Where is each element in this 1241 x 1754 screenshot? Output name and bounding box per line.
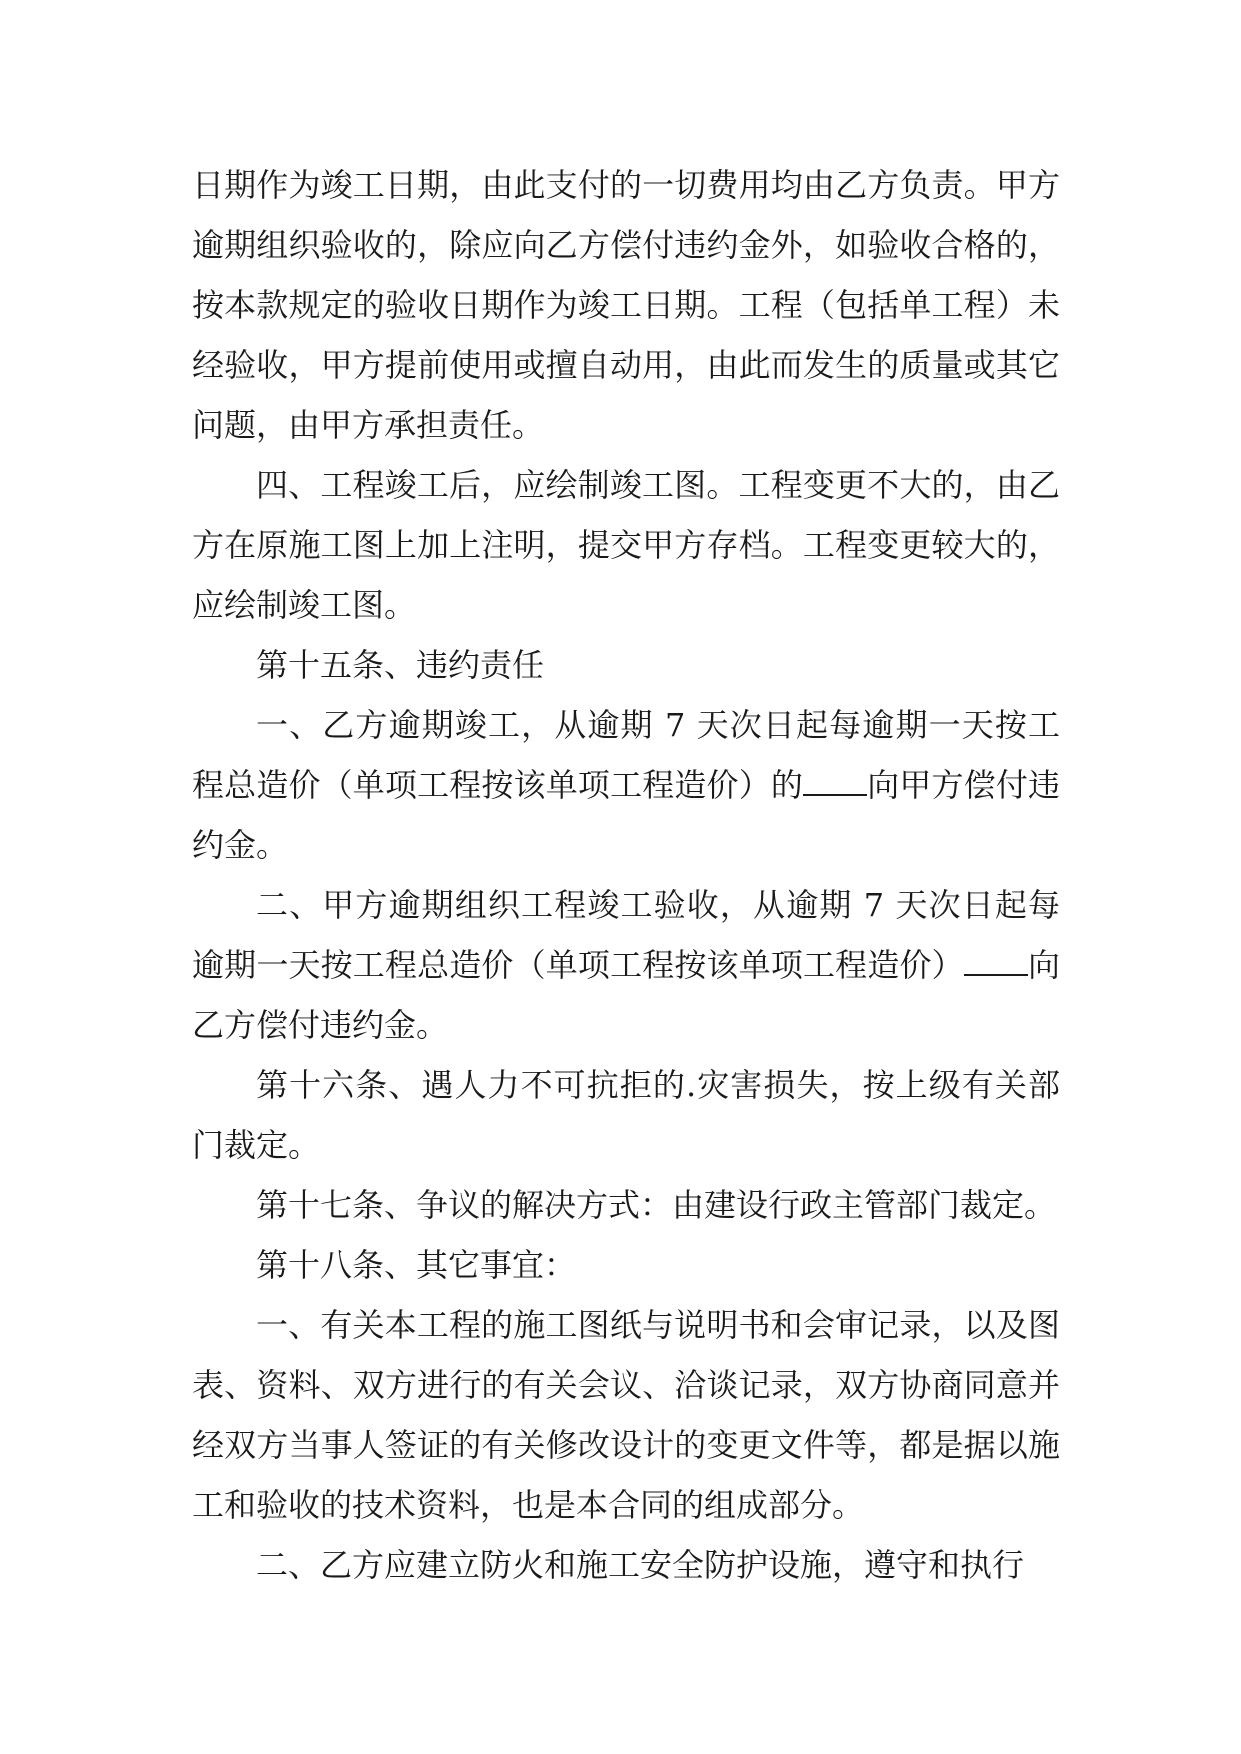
paragraph-owner-delay (192, 875, 1060, 1055)
paragraph-safety-measures: 二、乙方应建立防火和施工安全防护设施，遵守和执行 (256, 1546, 1025, 1584)
heading-article-18: 第十八条、其它事宜： (256, 1246, 577, 1284)
owner-penalty-rate-blank (964, 946, 1028, 976)
contractor-delay-text: 一、乙方逾期竣工，从逾期 7 天次日起每逾期一天按工程总造价（单项工程按该单项工程造价）的 (192, 706, 1060, 804)
paragraph-technical-documents: 一、有关本工程的施工图纸与说明书和会审记录，以及图表、资料、双方进行的有关会议、洽谈记录，双方协商同意并经双方当事人签证的有关修改设计的变更文件等，都是据以施工和验收的技术资料，也是本合同的组成部分。 (192, 1306, 1060, 1524)
heading-article-16: 第十六条、遇人力不可抗拒的.灾害损失，按上级有关部门裁定。 (192, 1066, 1060, 1164)
heading-article-17: 第十七条、争议的解决方式：由建设行政主管部门裁定。 (256, 1186, 1057, 1224)
owner-delay-text-end: 向乙方偿付违约金。 (192, 946, 1060, 1044)
paragraph-contractor-delay (192, 695, 1060, 875)
paragraph-as-built-drawings: 四、工程竣工后，应绘制竣工图。工程变更不大的，由乙方在原施工图上加上注明，提交甲方存档。工程变更较大的，应绘制竣工图。 (192, 466, 1060, 624)
paragraph-acceptance-continued: 日期作为竣工日期，由此支付的一切费用均由乙方负责。甲方逾期组织验收的，除应向乙方偿付违约金外，如验收合格的，按本款规定的验收日期作为竣工日期。工程（包括单工程）未经验收，甲方提前使用或擅自动用，由此而发生的质量或其它问题，由甲方承担责任。 (192, 166, 1060, 444)
heading-article-15: 第十五条、违约责任 (256, 646, 545, 684)
contractor-delay-text-end: 向甲方偿付违约金。 (192, 766, 1060, 864)
owner-delay-text: 二、甲方逾期组织工程竣工验收，从逾期 7 天次日起每逾期一天按工程总造价（单项工程按该单项工程造价） (192, 886, 1060, 984)
contract-body (192, 155, 1060, 1595)
penalty-rate-blank (803, 766, 867, 796)
